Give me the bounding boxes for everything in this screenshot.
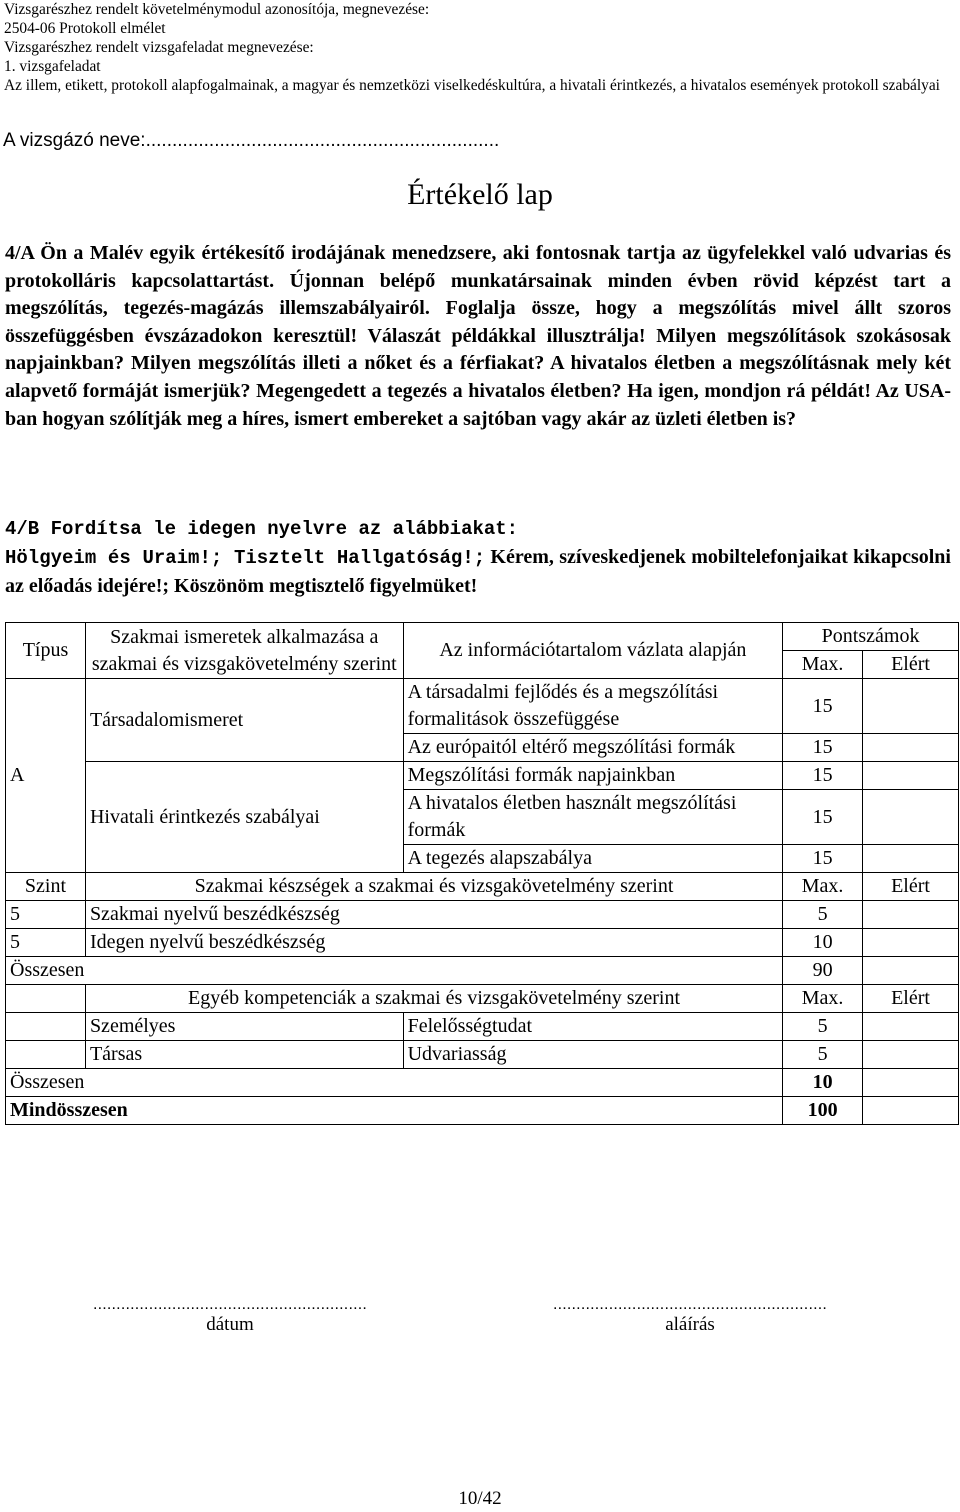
achieved-row-4[interactable]	[863, 790, 959, 845]
other-max-1: 5	[783, 1013, 863, 1041]
empty-cell	[6, 1013, 86, 1041]
subtotal-2-achieved[interactable]	[863, 1069, 959, 1097]
skill-level-1: 5	[6, 901, 86, 929]
header-skills-max: Max.	[783, 873, 863, 901]
max-row-1: 15	[783, 679, 863, 734]
signature-block	[548, 1296, 832, 1336]
max-row-2: 15	[783, 734, 863, 762]
header-line-topic: Az illem, etikett, protokoll alapfogalmainak, a magyar és nemzetközi viselkedéskultúra, a hivatali érintkezés, a hivatalos események protokoll szabályai	[4, 77, 940, 94]
header-achieved: Elért	[863, 651, 959, 679]
info-row-4: A hivatalos életben használt megszólítási formák	[403, 790, 783, 845]
task-a	[5, 240, 951, 433]
task-b-heading: 4/B Fordítsa le idegen nyelvre az alábbiakat:	[5, 518, 519, 540]
group-social-knowledge: Társadalomismeret	[85, 679, 403, 762]
grand-total-achieved[interactable]	[863, 1097, 959, 1125]
achieved-row-1[interactable]	[863, 679, 959, 734]
skill-max-2: 10	[783, 929, 863, 957]
other-type-2: Társas	[85, 1041, 403, 1069]
task-a-text: 4/A Ön a Malév egyik értékesítő irodájának menedzsere, aki fontosnak tartja az ügyfelekkel való udvarias és protokolláris kapcsolattartást. Újonnan belépő munkatársainak minden évben rövid képzést tart a megszólítás, tegezés-magázás illemszabályairól. Foglalja össze, hogy a megszólítás mivel állt szoros összefüggésben évszázadokon keresztül! Válaszát példákkal illusztrálja! Milyen megszólítások szokásosak napjainkban? Milyen megszólítás illeti a nőket és a férfiakat? A hivatalos életben a megszólításnak mely két alapvető formáját ismerjük? Megengedett a tegezés a hivatalos életben? Ha igen, mondjon rá példát! Az USA-ban hogyan szólítják meg a híres, ismert embereket a sajtóban vagy akár az üzleti életben is?	[5, 242, 951, 430]
date-dotted-line: ...........................................................	[92, 1296, 368, 1313]
grand-total-value: 100	[783, 1097, 863, 1125]
page-number: 10/42	[458, 1488, 502, 1509]
task-b-text-part2: Kérem, szíveskedjenek mobiltelefonjaikat kikapcsolni az előadás idejére!; Köszönöm megtisztelő figyelmüket!	[5, 546, 951, 597]
page-title: Értékelő lap	[407, 178, 553, 211]
subtotal-1-achieved[interactable]	[863, 957, 959, 985]
task-b-text-part1: Hölgyeim és Uraim!; Tisztelt Hallgatóság!;	[5, 547, 486, 569]
skill-max-1: 5	[783, 901, 863, 929]
info-row-3: Megszólítási formák napjainkban	[403, 762, 783, 790]
task-b	[5, 515, 951, 600]
header-other-max: Max.	[783, 985, 863, 1013]
type-a-cell: A	[6, 679, 86, 873]
header-line-task-label: Vizsgarészhez rendelt vizsgafeladat megnevezése:	[4, 39, 314, 56]
skill-level-2: 5	[6, 929, 86, 957]
grand-total-label: Mindösszesen	[6, 1097, 783, 1125]
info-row-5: A tegezés alapszabálya	[403, 845, 783, 873]
subtotal-1-value: 90	[783, 957, 863, 985]
subtotal-2-label: Összesen	[6, 1069, 783, 1097]
header-line-task: 1. vizsgafeladat	[4, 58, 101, 75]
max-row-3: 15	[783, 762, 863, 790]
document-header	[4, 0, 956, 95]
other-name-1: Felelősségtudat	[403, 1013, 783, 1041]
skill-achieved-2[interactable]	[863, 929, 959, 957]
date-label: dátum	[206, 1314, 254, 1335]
max-row-5: 15	[783, 845, 863, 873]
group-official-contact: Hivatali érintkezés szabályai	[85, 762, 403, 873]
header-max: Max.	[783, 651, 863, 679]
signature-label: aláírás	[665, 1314, 715, 1335]
achieved-row-5[interactable]	[863, 845, 959, 873]
subtotal-1-label: Összesen	[6, 957, 783, 985]
subtotal-2-value: 10	[783, 1069, 863, 1097]
other-max-2: 5	[783, 1041, 863, 1069]
empty-cell	[6, 1041, 86, 1069]
empty-cell	[6, 985, 86, 1013]
header-line-module: 2504-06 Protokoll elmélet	[4, 20, 166, 37]
max-row-4: 15	[783, 790, 863, 845]
skill-name-2: Idegen nyelvű beszédkészség	[85, 929, 782, 957]
header-info: Az információtartalom vázlata alapján	[403, 623, 783, 679]
header-other-achieved: Elért	[863, 985, 959, 1013]
other-name-2: Udvariasság	[403, 1041, 783, 1069]
header-points: Pontszámok	[783, 623, 959, 651]
other-type-1: Személyes	[85, 1013, 403, 1041]
other-achieved-1[interactable]	[863, 1013, 959, 1041]
header-skills-achieved: Elért	[863, 873, 959, 901]
info-row-2: Az európaitól eltérő megszólítási formák	[403, 734, 783, 762]
date-signature-block	[88, 1296, 372, 1336]
header-level: Szint	[6, 873, 86, 901]
header-other-competencies: Egyéb kompetenciák a szakmai és vizsgakövetelmény szerint	[85, 985, 782, 1013]
achieved-row-3[interactable]	[863, 762, 959, 790]
achieved-row-2[interactable]	[863, 734, 959, 762]
header-skills: Szakmai készségek a szakmai és vizsgakövetelmény szerint	[85, 873, 782, 901]
task-b-text	[5, 543, 951, 600]
header-type: Típus	[6, 623, 86, 679]
signature-dotted-line: ...........................................................	[552, 1296, 828, 1313]
skill-achieved-1[interactable]	[863, 901, 959, 929]
header-line-module-label: Vizsgarészhez rendelt követelménymodul azonosítója, megnevezése:	[4, 1, 430, 18]
examinee-name-label: A vizsgázó neve:...................................................................	[3, 130, 500, 151]
scoring-table	[5, 622, 959, 1125]
info-row-1: A társadalmi fejlődés és a megszólítási formalitások összefüggése	[403, 679, 783, 734]
skill-name-1: Szakmai nyelvű beszédkészség	[85, 901, 782, 929]
header-knowledge: Szakmai ismeretek alkalmazása a szakmai és vizsgakövetelmény szerint	[85, 623, 403, 679]
other-achieved-2[interactable]	[863, 1041, 959, 1069]
